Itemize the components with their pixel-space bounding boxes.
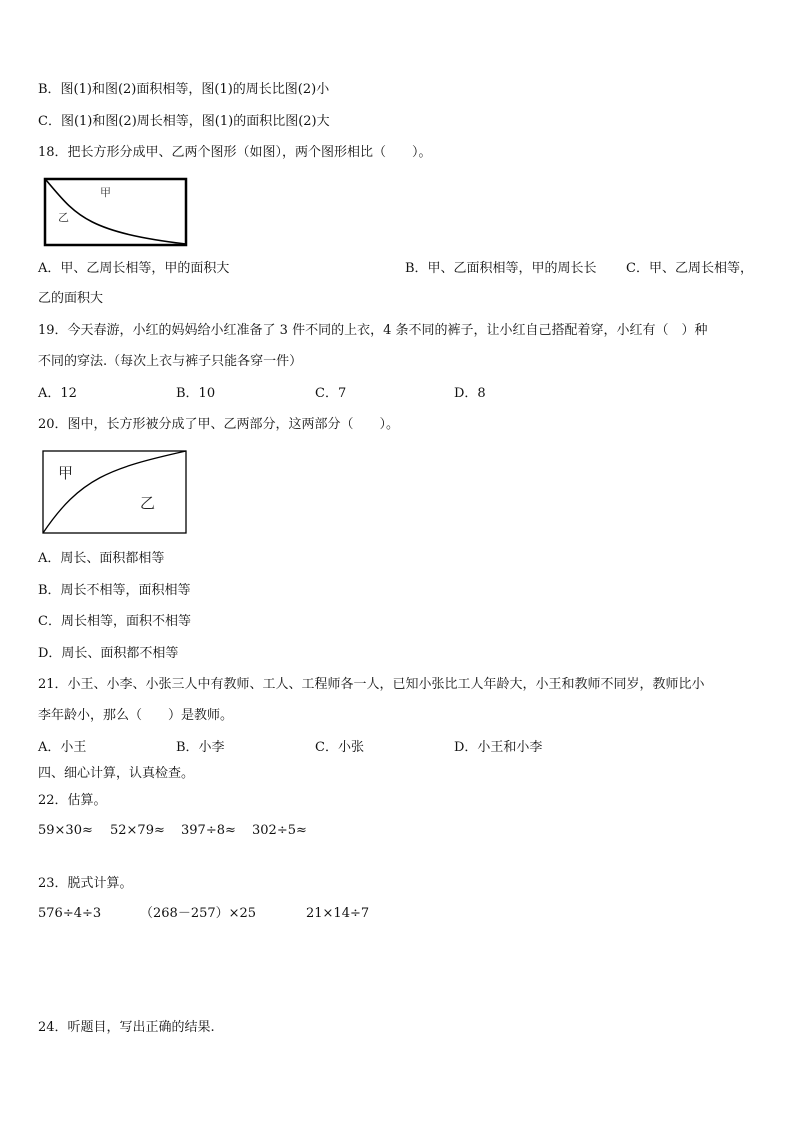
- q17-option-c: C．图(1)和图(2)周长相等，图(1)的面积比图(2)大: [38, 114, 330, 129]
- q22-item-4: 302÷5≈: [252, 823, 307, 838]
- q18-label-jia: 甲: [100, 186, 111, 199]
- q17-option-b: B．图(1)和图(2)面积相等，图(1)的周长比图(2)小: [38, 82, 330, 97]
- q18-option-c: C．甲、乙周长相等，: [626, 261, 753, 276]
- q20-option-a: A．周长、面积都相等: [38, 551, 165, 566]
- q18-stem: 18．把长方形分成甲、乙两个图形（如图），两个图形相比（ ）。: [38, 145, 432, 160]
- q20-option-c: C．周长相等，面积不相等: [38, 614, 191, 629]
- q18-label-yi: 乙: [58, 211, 69, 224]
- q22-item-1: 59×30≈: [38, 823, 93, 838]
- q18-figure: [40, 174, 192, 250]
- q22-item-3: 397÷8≈: [181, 823, 236, 838]
- q19-option-b: B．10: [176, 386, 216, 401]
- q18-option-b: B．甲、乙面积相等，甲的周长长: [405, 261, 597, 276]
- q22-item-2: 52×79≈: [110, 823, 165, 838]
- q21-option-c: C．小张: [315, 740, 364, 755]
- q20-stem: 20．图中，长方形被分成了甲、乙两部分，这两部分（ ）。: [38, 417, 400, 432]
- q24-stem: 24．听题目，写出正确的结果.: [38, 1020, 215, 1035]
- q23-item-1: 576÷4÷3: [38, 906, 102, 921]
- q18-option-c-continued: 乙的面积大: [38, 291, 104, 306]
- q23-item-2: （268－257）×25: [140, 906, 257, 921]
- q19-option-a: A．12: [38, 386, 77, 401]
- q20-figure: [40, 448, 190, 536]
- q21-option-d: D．小王和小李: [454, 740, 543, 755]
- q19-stem-line-2: 不同的穿法.（每次上衣与裤子只能各穿一件）: [38, 354, 303, 369]
- q21-option-b: B．小李: [176, 740, 225, 755]
- q20-label-yi: 乙: [140, 494, 156, 512]
- q20-label-jia: 甲: [58, 464, 74, 482]
- section-4-heading: 四、细心计算，认真检查。: [38, 766, 195, 781]
- q20-option-d: D．周长、面积都不相等: [38, 646, 179, 661]
- q19-stem-line-1: 19．今天春游，小红的妈妈给小红准备了 3 件不同的上衣，4 条不同的裤子，让小红自己搭配着穿，小红有（ ）种: [38, 323, 708, 338]
- q23-item-3: 21×14÷7: [306, 906, 370, 921]
- q18-option-a: A．甲、乙周长相等，甲的面积大: [38, 261, 230, 276]
- q19-option-d: D．8: [454, 386, 486, 401]
- q23-stem: 23．脱式计算。: [38, 876, 133, 891]
- q20-option-b: B．周长不相等，面积相等: [38, 583, 191, 598]
- q19-option-c: C．7: [315, 386, 347, 401]
- q21-stem-line-1: 21．小王、小李、小张三人中有教师、工人、工程师各一人，已知小张比工人年龄大，小王和教师不同岁，教师比小: [38, 677, 705, 692]
- q21-stem-line-2: 李年龄小，那么（ ）是教师。: [38, 708, 234, 723]
- q22-stem: 22．估算。: [38, 793, 107, 808]
- q21-option-a: A．小王: [38, 740, 87, 755]
